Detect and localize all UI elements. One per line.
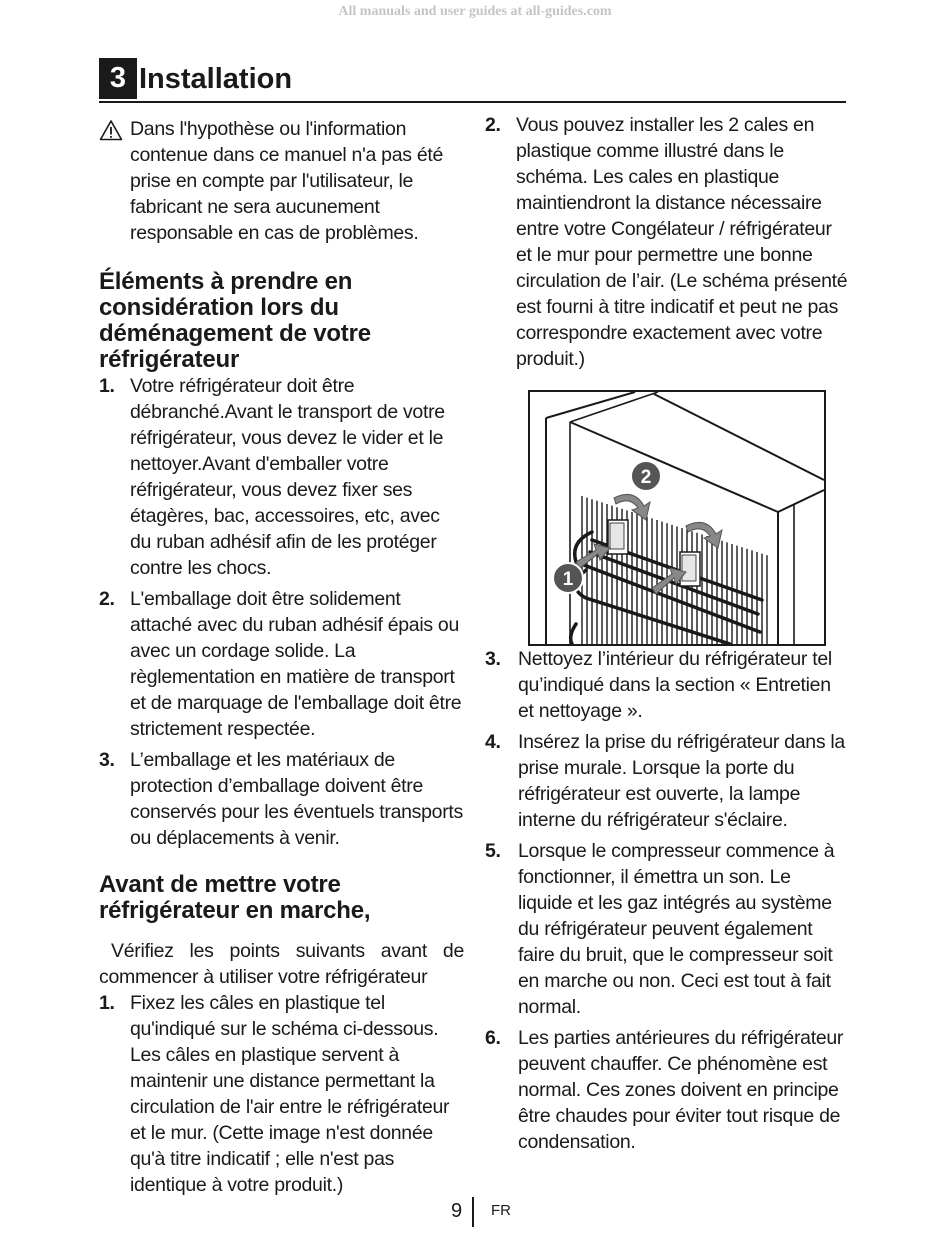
list-item-text: L'emballage doit être solidement attaché avec du ruban adhésif épais ou avec un cordage solide. La règlementation en matière de transport et de marquage de l'emballage doit être strictement respectée. — [130, 588, 462, 740]
chapter-number: 3 — [99, 58, 137, 99]
callout-2 — [631, 461, 661, 491]
list-item-text: Insérez la prise du réfrigérateur dans la prise murale. Lorsque la porte du réfrigérateur est ouverte, la lampe interne du réfrigérateur s'éclaire. — [518, 731, 845, 831]
before-start-list-continued — [485, 112, 850, 372]
callout-1 — [553, 563, 583, 593]
right-column — [485, 112, 850, 1155]
before-start-list-continued-2 — [485, 646, 850, 1155]
footer-divider — [472, 1197, 474, 1227]
before-start-list — [99, 990, 464, 1198]
svg-text:2: 2 — [640, 467, 652, 488]
list-item — [485, 838, 850, 1020]
plastic-spacer-upper — [608, 520, 628, 554]
diagram-illustration — [530, 392, 824, 644]
plastic-spacer-lower — [680, 552, 700, 586]
chapter-header — [99, 58, 846, 103]
page-number: 9 — [451, 1200, 463, 1222]
list-item-text: Nettoyez l’intérieur du réfrigérateur tel qu’indiqué dans la section « Entretien et nettoyage ». — [518, 648, 832, 722]
list-item — [99, 990, 464, 1198]
list-item — [99, 747, 464, 851]
list-item-text: Votre réfrigérateur doit être débranché.Avant le transport de votre réfrigérateur, vous devez le vider et le nettoyer.Avant d'emballer votre réfrigérateur, vous devez fixer ses étagères, bac, accessoires, etc, avec du ruban adhésif afin de les protéger contre les chocs. — [130, 375, 445, 579]
list-item — [485, 729, 850, 833]
list-item-number: 5. — [485, 840, 501, 862]
list-item-text: Lorsque le compresseur commence à fonctionner, il émettra un son. Le liquide et les gaz intégrés au système du réfrigérateur peuvent également faire du bruit, que le compresseur soit en marche ou non. Ceci est tout à fait normal. — [518, 840, 835, 1018]
list-item-number: 4. — [485, 731, 501, 753]
list-item-text: Fixez les câles en plastique tel qu'indiqué sur le schéma ci-dessous. Les câles en plastique servent à maintenir une distance permettant la circulation de l'air entre le réfrigérateur et le mur. (Cette image n'est donnée qu'à titre indicatif ; elle n'est pas identique à votre produit.) — [130, 992, 450, 1196]
list-item — [485, 112, 850, 372]
spacer-installation-diagram — [528, 390, 826, 646]
list-item-number: 1. — [99, 992, 115, 1014]
list-item — [485, 646, 850, 724]
list-item-number: 2. — [485, 114, 501, 136]
list-item-number: 1. — [99, 375, 115, 397]
list-item — [485, 1025, 850, 1155]
svg-text:1: 1 — [562, 569, 574, 590]
watermark: All manuals and user guides at all-guides.com — [338, 4, 612, 19]
list-item-text: L’emballage et les matériaux de protection d’emballage doivent être conservés pour les éventuels transports ou déplacements à venir. — [130, 749, 463, 849]
moving-list — [99, 373, 464, 851]
list-item-number: 3. — [485, 648, 501, 670]
list-item-number: 6. — [485, 1027, 501, 1049]
language-code: FR — [491, 1202, 511, 1219]
list-item — [99, 586, 464, 742]
warning-note — [99, 116, 464, 246]
before-start-intro: Vérifiez les points suivants avant de commencer à utiliser votre réfrigérateur — [99, 940, 464, 988]
warning-text: Dans l'hypothèse ou l'information contenue dans ce manuel n'a pas été prise en compte par l'utilisateur, le fabricant ne sera aucunement responsable en cas de problèmes. — [130, 118, 444, 244]
list-item — [99, 373, 464, 581]
left-column — [99, 116, 464, 1198]
chapter-title: Installation — [139, 63, 293, 95]
list-item-number: 2. — [99, 588, 115, 610]
warning-triangle-icon — [99, 119, 123, 141]
moving-heading: Éléments à prendre en considération lors du déménagement de votre réfrigérateur — [99, 268, 371, 373]
before-start-heading: Avant de mettre votre réfrigérateur en marche, — [99, 871, 371, 924]
list-item-text: Les parties antérieures du réfrigérateur peuvent chauffer. Ce phénomène est normal. Ces zones doivent en principe être chaudes pour éviter tout risque de condensation. — [518, 1027, 844, 1153]
list-item-text: Vous pouvez installer les 2 cales en plastique comme illustré dans le schéma. Les cales en plastique maintiendront la distance nécessaire entre votre Congélateur / réfrigérateur et le mur pour permettre une bonne circulation de l’air. (Le schéma présenté est fourni à titre indicatif et peut ne pas correspondre exactement avec votre produit.) — [516, 114, 848, 370]
list-item-number: 3. — [99, 749, 115, 771]
rotate-arrow-icon — [614, 494, 722, 548]
